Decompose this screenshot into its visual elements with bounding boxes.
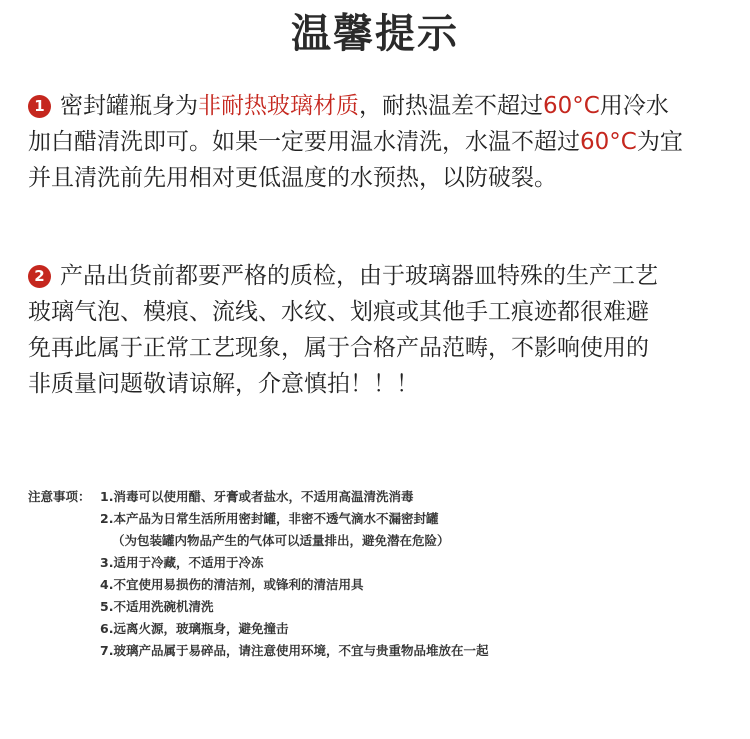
notes-section	[28, 486, 488, 662]
tip-1-highlight-material: 非耐热玻璃材质	[198, 93, 359, 119]
tip-1-line-2	[28, 124, 744, 160]
tip-2-number-badge: 2	[28, 265, 51, 288]
tip-1-highlight-temp-2: 60°C	[580, 129, 637, 155]
tip-2-line-3: 免再此属于正常工艺现象，属于合格产品范畴，不影响使用的	[28, 335, 649, 361]
tip-2-line-4: 非质量问题敬请谅解，介意慎拍！！！	[28, 371, 419, 397]
note-item: 6.远离火源，玻璃瓶身，避免撞击	[100, 621, 289, 636]
note-item: 3.适用于冷藏，不适用于冷冻	[100, 555, 264, 570]
note-item: 4.不宜使用易损伤的清洁剂，或锋利的清洁用具	[100, 577, 364, 592]
tip-2-line-2: 玻璃气泡、模痕、流线、水纹、划痕或其他手工痕迹都很难避	[28, 299, 649, 325]
tip-2	[28, 258, 744, 402]
tip-2-line-1	[28, 258, 744, 294]
note-item: 2.本产品为日常生活所用密封罐，非密不透气滴水不漏密封罐	[100, 511, 439, 526]
tip-1-highlight-temp: 60°C	[543, 93, 600, 119]
tip-1-line-3: 并且清洗前先用相对更低温度的水预热，以防破裂。	[28, 165, 557, 191]
note-item: 5.不适用洗碗机清洗	[100, 599, 214, 614]
tip-1	[28, 88, 744, 196]
tip-1-text: 密封罐瓶身为	[60, 93, 198, 119]
page-title: 温馨提示	[291, 11, 459, 57]
note-text: 1.消毒可以使用醋、牙膏或者盐水，不适用高温清洗消毒	[100, 489, 414, 504]
tip-1-text: 用冷水	[599, 93, 669, 119]
note-item	[28, 486, 488, 508]
tip-1-line-1	[28, 88, 744, 124]
tip-1-text: 加白醋清洗即可。如果一定要用温水清洗，水温不超过	[28, 129, 580, 155]
tip-1-text: ，耐热温差不超过	[359, 93, 543, 119]
tip-1-number-badge: 1	[28, 95, 51, 118]
tip-1-text: 为宜	[636, 129, 683, 155]
notes-label: 注意事项：	[28, 489, 91, 504]
note-item: （为包装罐内物品产生的气体可以适量排出，避免潜在危险）	[112, 533, 450, 548]
note-item: 7.玻璃产品属于易碎品，请注意使用环境，不宜与贵重物品堆放在一起	[100, 643, 489, 658]
tip-2-text: 产品出货前都要严格的质检，由于玻璃器皿特殊的生产工艺	[60, 263, 658, 289]
